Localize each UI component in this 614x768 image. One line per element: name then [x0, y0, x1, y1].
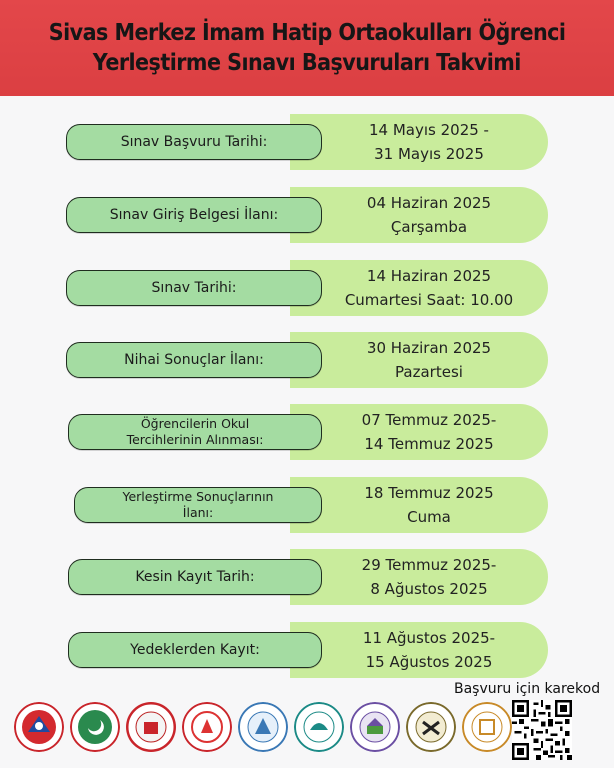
date-value-box — [290, 404, 548, 460]
event-label-pill — [68, 414, 322, 450]
event-label-pill — [66, 342, 322, 378]
qr-caption: Başvuru için karekod — [454, 681, 601, 697]
event-label-text-line-1: Yerleştirme Sonuçlarının — [122, 489, 274, 504]
event-label-pill — [66, 270, 322, 306]
event-label-pill — [68, 632, 322, 668]
date-value-line-2: Pazartesi — [395, 363, 463, 381]
schedule-row-exam-date — [0, 260, 614, 318]
schedule-row-final-results — [0, 332, 614, 390]
schedule-row-final-registration — [0, 549, 614, 607]
header-title-line-1: Sivas Merkez İmam Hatip Ortaokulları Öğrenci — [48, 20, 566, 46]
school-logo-8 — [406, 702, 456, 752]
date-value-line-2: 8 Ağustos 2025 — [370, 580, 488, 598]
date-value-line-1: 04 Haziran 2025 — [366, 194, 492, 212]
school-logo-9 — [462, 702, 512, 752]
event-label-pill — [74, 487, 322, 523]
event-label-text-line-2: Tercihlerinin Alınması: — [126, 432, 264, 447]
school-logos-strip — [14, 702, 504, 758]
date-value-line-2: 15 Ağustos 2025 — [365, 653, 493, 671]
school-logo-2 — [70, 702, 120, 752]
school-logo-3 — [126, 702, 176, 752]
date-value-box — [290, 622, 548, 678]
school-logo-4 — [182, 702, 232, 752]
header-title-line-2: Yerleştirme Sınavı Başvuruları Takvimi — [92, 50, 522, 76]
date-value-box — [290, 114, 548, 170]
date-value-box — [290, 187, 548, 243]
school-logo-6 — [294, 702, 344, 752]
event-label-text-line-2: İlanı: — [182, 505, 214, 520]
schedule-row-school-preferences — [0, 404, 614, 462]
date-value-line-2: Cumartesi Saat: 10.00 — [344, 291, 514, 309]
date-value-line-2: Çarşamba — [390, 218, 468, 236]
event-label-pill — [68, 559, 322, 595]
date-value-box — [290, 332, 548, 388]
event-label-pill — [66, 197, 322, 233]
event-label-pill — [66, 124, 322, 160]
date-value-line-1: 07 Temmuz 2025- — [361, 411, 497, 429]
event-label-text: Yedeklerden Kayıt: — [130, 641, 260, 658]
event-label-text: Sınav Tarihi: — [151, 279, 237, 296]
date-value-line-1: 14 Haziran 2025 — [366, 267, 492, 285]
date-value-line-1: 29 Temmuz 2025- — [361, 556, 497, 574]
date-value-line-2: 14 Temmuz 2025 — [364, 435, 494, 453]
schedule-row-reserve-registration — [0, 622, 614, 680]
date-value-line-1: 11 Ağustos 2025- — [362, 629, 496, 647]
schedule-row-placement-results — [0, 477, 614, 535]
date-value-line-2: Cuma — [407, 508, 451, 526]
date-value-line-1: 14 Mayıs 2025 - — [369, 121, 489, 139]
schedule-row-application — [0, 114, 614, 172]
date-value-box — [290, 549, 548, 605]
school-logo-1 — [14, 702, 64, 752]
schedule-row-entry-document — [0, 187, 614, 245]
event-label-text: Kesin Kayıt Tarih: — [135, 568, 255, 585]
event-label-text: Sınav Başvuru Tarihi: — [120, 133, 268, 150]
event-label-text-line-1: Öğrencilerin Okul — [140, 416, 250, 431]
date-value-line-2: 31 Mayıs 2025 — [374, 145, 484, 163]
school-logo-5 — [238, 702, 288, 752]
date-value-box — [290, 260, 548, 316]
event-label-text: Sınav Giriş Belgesi İlanı: — [109, 206, 279, 223]
date-value-line-1: 18 Temmuz 2025 — [364, 484, 494, 502]
date-value-box — [290, 477, 548, 533]
qr-code-icon[interactable] — [512, 700, 572, 760]
date-value-line-1: 30 Haziran 2025 — [366, 339, 492, 357]
school-logo-7 — [350, 702, 400, 752]
event-label-text: Nihai Sonuçlar İlanı: — [124, 351, 264, 368]
